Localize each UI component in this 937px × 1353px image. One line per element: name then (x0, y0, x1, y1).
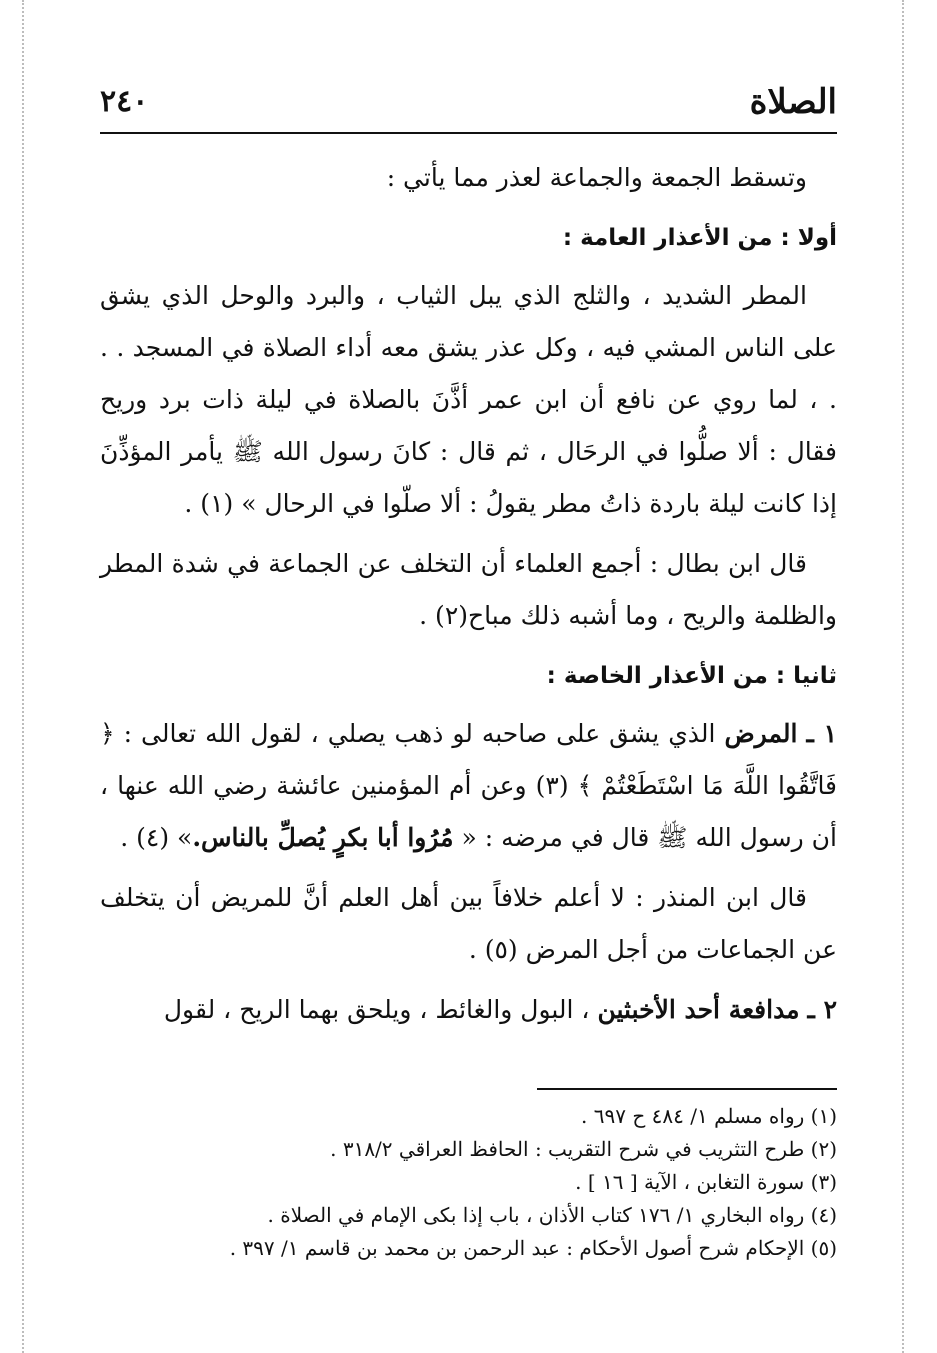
heading-specific-excuses: ثانيا : من الأعذار الخاصة : (546, 663, 837, 689)
hadith-quote: مُرُوا أبا بكرٍ يُصلِّ بالناس. (192, 823, 454, 852)
page-body (100, 152, 837, 1036)
intro-line: وتسقط الجمعة والجماعة لعذر مما يأتي : (386, 163, 807, 192)
footnote: (٤) رواه البخاري ١/ ١٧٦ كتاب الأذان ، باب إذا بكى الإمام في الصلاة . (267, 1203, 837, 1227)
chapter-title: الصلاة (749, 82, 837, 122)
footnote: (٣) سورة التغابن ، الآية [ ١٦ ] . (575, 1170, 837, 1194)
margin-dots-right (902, 0, 904, 1353)
page-number: ٢٤٠ (100, 84, 149, 119)
margin-dots-left (22, 0, 24, 1353)
list-item-two-wastes (100, 984, 837, 1036)
footnote: (١) رواه مسلم ١/ ٤٨٤ ح ٦٩٧ . (581, 1104, 837, 1128)
footnotes (100, 1088, 837, 1265)
paragraph-ibn-almundhir: قال ابن المنذر : لا أعلم خلافاً بين أهل العلم أنَّ للمريض أن يتخلف عن الجماعات من أجل المرض (٥) . (100, 883, 837, 964)
heading-general-excuses: أولا : من الأعذار العامة : (562, 225, 837, 251)
item-number: ١ ـ (806, 719, 838, 748)
footnote: (٥) الإحكام شرح أصول الأحكام : عبد الرحمن بن محمد بن قاسم ١/ ٣٩٧ . (229, 1236, 837, 1260)
list-item-illness (100, 708, 837, 864)
footnote-rule (537, 1088, 837, 1090)
paragraph-ibn-battal: قال ابن بطال : أجمع العلماء أن التخلف عن الجماعة في شدة المطر والظلمة والريح ، وما أشبه ذلك مباح(٢) . (100, 549, 837, 630)
book-page (100, 70, 837, 1290)
item-text: ، البول والغائط ، ويلحق بهما الريح ، لقول (163, 995, 598, 1024)
item-term: المرض (724, 719, 798, 748)
page-header (100, 70, 837, 134)
item-end: » (٤) . (120, 823, 193, 852)
footnote: (٢) طرح التثريب في شرح التقريب : الحافظ العراقي ٣١٨/٢ . (330, 1137, 837, 1161)
item-number: ٢ ـ (807, 995, 837, 1024)
item-term: مدافعة أحد الأخبثين (597, 995, 800, 1024)
paragraph-rain: المطر الشديد ، والثلج الذي يبل الثياب ، والبرد والوحل الذي يشق على الناس المشي فيه ، وكل عذر يشق معه أداء الصلاة في المسجد . . . ، لما روي عن نافع أن ابن عمر أذَّنَ بالصلاة في ليلة ذات برد وريح فقال : ألا صلُّوا في الرحَال ، ثم قال : كانَ رسول الله ﷺ يأمر المؤذِّنَ إذا كانت ليلة باردة ذاتُ مطر يقولُ : ألا صلّوا في الرحال » (١) . (100, 281, 837, 518)
item-text: الذي يشق على صاحبه لو ذهب يصلي ، لقول الله تعالى : ﴿ فَاتَّقُوا اللَّهَ مَا اسْتَطَعْتُمْ ﴾ (٣) وعن أم المؤمنين عائشة رضي الله عنها ، أن رسول الله ﷺ قال في مرضه : « (100, 719, 838, 852)
